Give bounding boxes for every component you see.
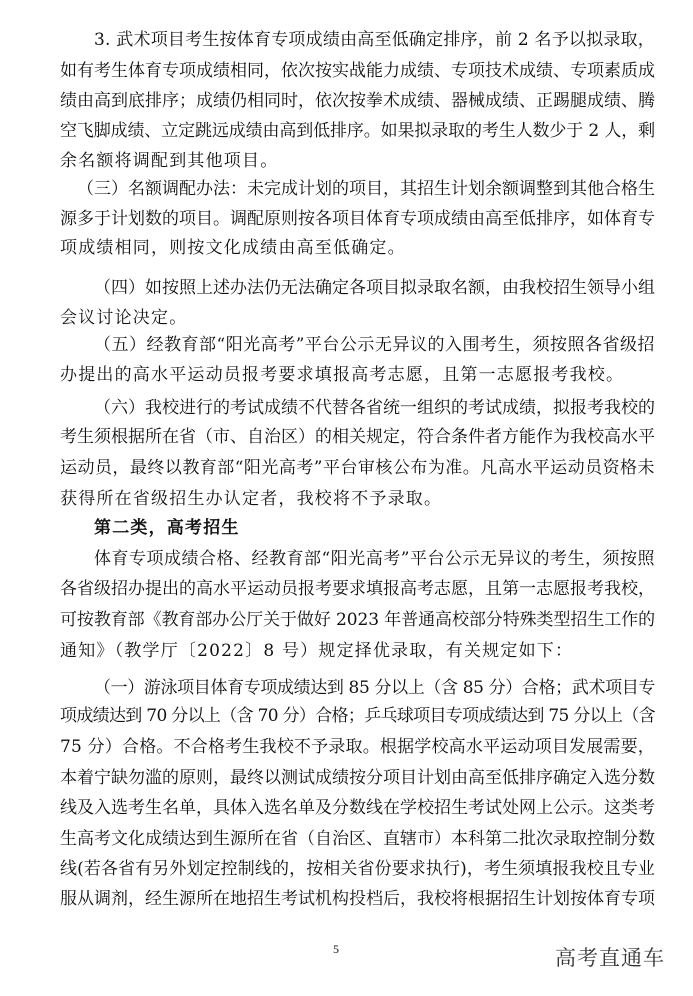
text-line: 运动员，最终以教育部“阳光高考”平台审核公布为准。凡高水平运动员资格未 xyxy=(60,458,655,478)
text-line: （六）我校进行的考试成绩不代替各省统一组织的考试成绩，拟报考我校的 xyxy=(94,398,655,418)
text-line: 项成绩相同，则按文化成绩由高至低确定。 xyxy=(60,238,406,258)
text-line: 通知》（教学厅〔2022〕8 号）规定择优录取，有关规定如下： xyxy=(60,641,574,661)
text-line: 办提出的高水平运动员报考要求填报高考志愿，且第一志愿报考我校。 xyxy=(60,365,625,385)
watermark: 高考直通车 xyxy=(555,946,665,970)
text-line: 空飞脚成绩、立定跳远成绩由高到低排序。如果拟录取的考生人数少于 2 人，剩 xyxy=(60,121,655,141)
text-line: 可按教育部《教育部办公厅关于做好 2023 年普通高校部分特殊类型招生工作的 xyxy=(60,610,655,630)
text-line: 本着宁缺勿滥的原则，最终以测试成绩按分项目计划由高至低排序确定入选分数 xyxy=(60,768,655,788)
text-line: 如有考生体育专项成绩相同，依次按实战能力成绩、专项技术成绩、专项素质成 xyxy=(60,61,655,81)
text-line: 体育专项成绩合格、经教育部“阳光高考”平台公示无异议的考生，须按照 xyxy=(94,549,655,569)
text-line: （四）如按照上述办法仍无法确定各项目拟录取名额，由我校招生领导小组 xyxy=(94,278,655,298)
text-line: 生高考文化成绩达到生源所在省（自治区、直辖市）本科第二批次录取控制分数 xyxy=(60,829,655,849)
text-line: （五）经教育部“阳光高考”平台公示无异议的入围考生，须按照各省级招 xyxy=(94,335,655,355)
text-line: 源多于计划数的项目。调配原则按各项目体育专项成绩由高至低排序，如体育专 xyxy=(60,209,655,229)
text-line: （一）游泳项目体育专项成绩达到 85 分以上（含 85 分）合格；武术项目专 xyxy=(94,678,655,698)
text-line: 绩由高到底排序；成绩仍相同时，依次按拳术成绩、器械成绩、正踢腿成绩、腾 xyxy=(60,91,655,111)
section-heading: 第二类，高考招生 xyxy=(94,518,240,538)
text-line: 75 分）合格。不合格考生我校不予录取。根据学校高水平运动项目发展需要， xyxy=(60,737,655,757)
text-line: 项成绩达到 70 分以上（含 70 分）合格；乒乓球项目专项成绩达到 75 分以上（含 xyxy=(60,706,655,726)
text-line: 线(若各省有另外划定控制线的，按相关省份要求执行)，考生须填报我校且专业 xyxy=(60,859,655,879)
text-line: 3. 武术项目考生按体育专项成绩由高至低确定排序，前 2 名予以拟录取， xyxy=(94,30,655,50)
text-line: （三）名额调配办法：未完成计划的项目，其招生计划余额调整到其他合格生 xyxy=(77,179,655,199)
page-number: 5 xyxy=(333,942,339,956)
text-line: 各省级招办提出的高水平运动员报考要求填报高考志愿，且第一志愿报考我校， xyxy=(60,579,655,599)
text-line: 线及入选考生名单，具体入选名单及分数线在学校招生考试处网上公示。这类考 xyxy=(60,798,655,818)
text-line: 服从调剂，经生源所在地招生考试机构投档后，我校将根据招生计划按体育专项 xyxy=(60,889,655,909)
text-line: 获得所在省级招生办认定者，我校将不予录取。 xyxy=(60,489,443,509)
text-line: 考生须根据所在省（市、自治区）的相关规定，符合条件者方能作为我校高水平 xyxy=(60,427,655,447)
text-line: 余名额将调配到其他项目。 xyxy=(60,151,279,171)
text-line: 会议讨论决定。 xyxy=(60,308,188,328)
